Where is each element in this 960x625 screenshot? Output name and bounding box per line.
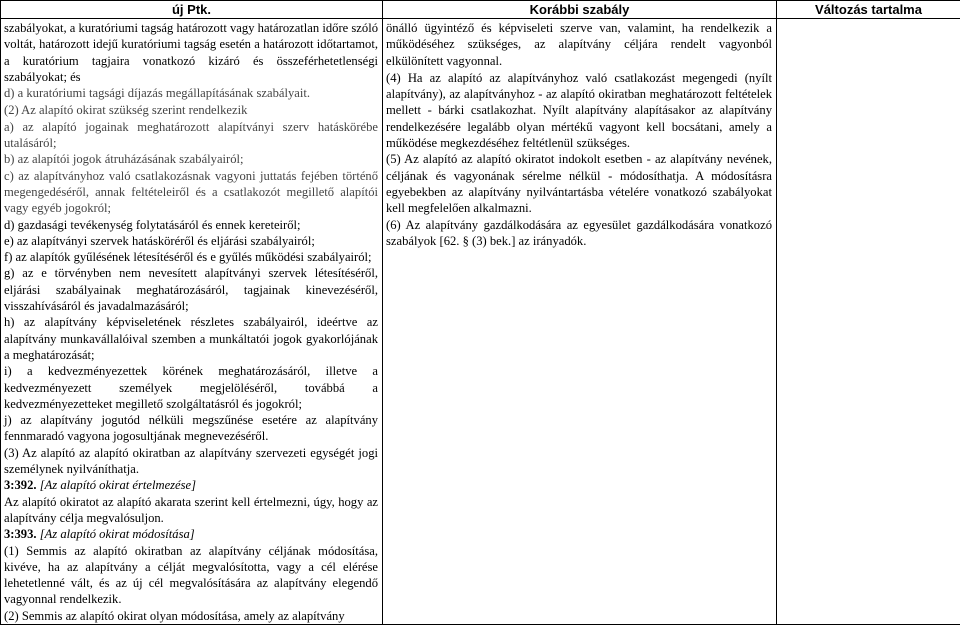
header-change-content: Változás tartalma — [777, 1, 960, 19]
old-paragraph: (4) Ha az alapító az alapítványhoz való csatlakozást megengedi (nyílt alapítvány), az alapítványhoz - az alapító okiratban meghatározott feltételek mellett - bárki csatlakozhat. Nyílt alapítvány alapításakor az alapítvány rendelkezésére legalább olyan mértékű vagyont kell bocsátani, amely a működése megkezdéséhez feltétlenül szükséges. — [386, 70, 772, 151]
new-paragraph: a) az alapító jogainak meghatározott alapítványi szerv hatáskörébe utalásáról; — [4, 119, 378, 152]
new-paragraph: d) a kuratóriumi tagsági díjazás megállapításának szabályait. — [4, 85, 378, 101]
section-number: 3:393. — [4, 527, 37, 541]
old-paragraph: (5) Az alapító az alapító okiratot indokolt esetben - az alapítvány nevének, céljának és vagyonának sérelme nélkül - módosíthatja. A módosításra egyebekben az alapítvány nyilvántartásba vételére vonatkozó szabályokat kell megfelelően alkalmazni. — [386, 151, 772, 216]
new-paragraph: j) az alapítvány jogutód nélküli megszűnése esetére az alapítvány fennmaradó vagyona jogosultjának megnevezéséről. — [4, 412, 378, 445]
new-paragraph: i) a kedvezményezettek körének meghatározásáról, illetve a kedvezményezett személyek megjelöléséről, továbbá a kedvezményezetteket megillető szolgáltatásról és jogokról; — [4, 363, 378, 412]
new-paragraph: (3) Az alapító az alapító okiratban az alapítvány szervezeti egységét jogi személynek nyilváníthatja. — [4, 445, 378, 478]
new-paragraph: d) gazdasági tevékenység folytatásáról és ennek kereteiről; — [4, 217, 378, 233]
section-number: 3:392. — [4, 478, 37, 492]
new-paragraph: e) az alapítványi szervek hatásköréről és eljárási szabályairól; — [4, 233, 378, 249]
section-heading-393 — [4, 526, 378, 542]
new-paragraph: h) az alapítvány képviseletének részletes szabályairól, ideértve az alapítvány munkavállalóival szemben a munkáltatói jogok gyakorlójának a meghatározását; — [4, 314, 378, 363]
content-row — [1, 19, 960, 625]
change-content-cell — [777, 19, 960, 625]
section-heading-392 — [4, 477, 378, 493]
new-paragraph: (2) Az alapító okirat szükség szerint rendelkezik — [4, 102, 378, 118]
section-title: [Az alapító okirat értelmezése] — [40, 478, 196, 492]
new-paragraph: (1) Semmis az alapító okiratban az alapítvány céljának módosítása, kivéve, ha az alapítvány a célját megvalósította, vagy a cél elérése lehetetlenné vált, és az új cél megvalósítására az alapítvány elegendő vagyonnal rendelkezik. — [4, 543, 378, 608]
new-ptk-cell — [1, 19, 383, 625]
new-paragraph: c) az alapítványhoz való csatlakozásnak vagyoni juttatás fejében történő megengedéséről, annak feltételeiről és a csatlakozót megillető alapítói vagy egyéb jogokról; — [4, 168, 378, 217]
header-row — [1, 1, 960, 19]
new-paragraph: Az alapító okiratot az alapító akarata szerint kell értelmezni, úgy, hogy az alapítvány célja megvalósuljon. — [4, 494, 378, 527]
section-title: [Az alapító okirat módosítása] — [40, 527, 195, 541]
new-paragraph: b) az alapítói jogok átruházásának szabályairól; — [4, 151, 378, 167]
new-paragraph: (2) Semmis az alapító okirat olyan módosítása, amely az alapítvány — [4, 608, 378, 624]
previous-rule-cell — [383, 19, 777, 625]
header-new-ptk: új Ptk. — [1, 1, 383, 19]
new-paragraph: g) az e törvényben nem nevesített alapítványi szervek létesítéséről, eljárási szabályainak meghatározásáról, tagjainak kinevezéséről, visszahívásáról és javadalmazásáról; — [4, 265, 378, 314]
new-paragraph: f) az alapítók gyűlésének létesítéséről és e gyűlés működési szabályairól; — [4, 249, 378, 265]
old-paragraph: (6) Az alapítvány gazdálkodására az egyesület gazdálkodására vonatkozó szabályok [62. § (3) bek.] az irányadók. — [386, 217, 772, 250]
old-paragraph: önálló ügyintéző és képviseleti szerve van, valamint, ha rendelkezik a működéséhez szükséges, az alapítvány céljára rendelt vagyonból elkülönített vagyonnal. — [386, 20, 772, 69]
header-previous-rule: Korábbi szabály — [383, 1, 777, 19]
new-paragraph: szabályokat, a kuratóriumi tagság határozott vagy határozatlan időre szóló voltát, határozott idejű kuratóriumi tagság esetén a határozott időtartamot, a kuratórium tagjaira vonatkozó kizáró és összeférhetetlenségi szabályokat; és — [4, 20, 378, 85]
